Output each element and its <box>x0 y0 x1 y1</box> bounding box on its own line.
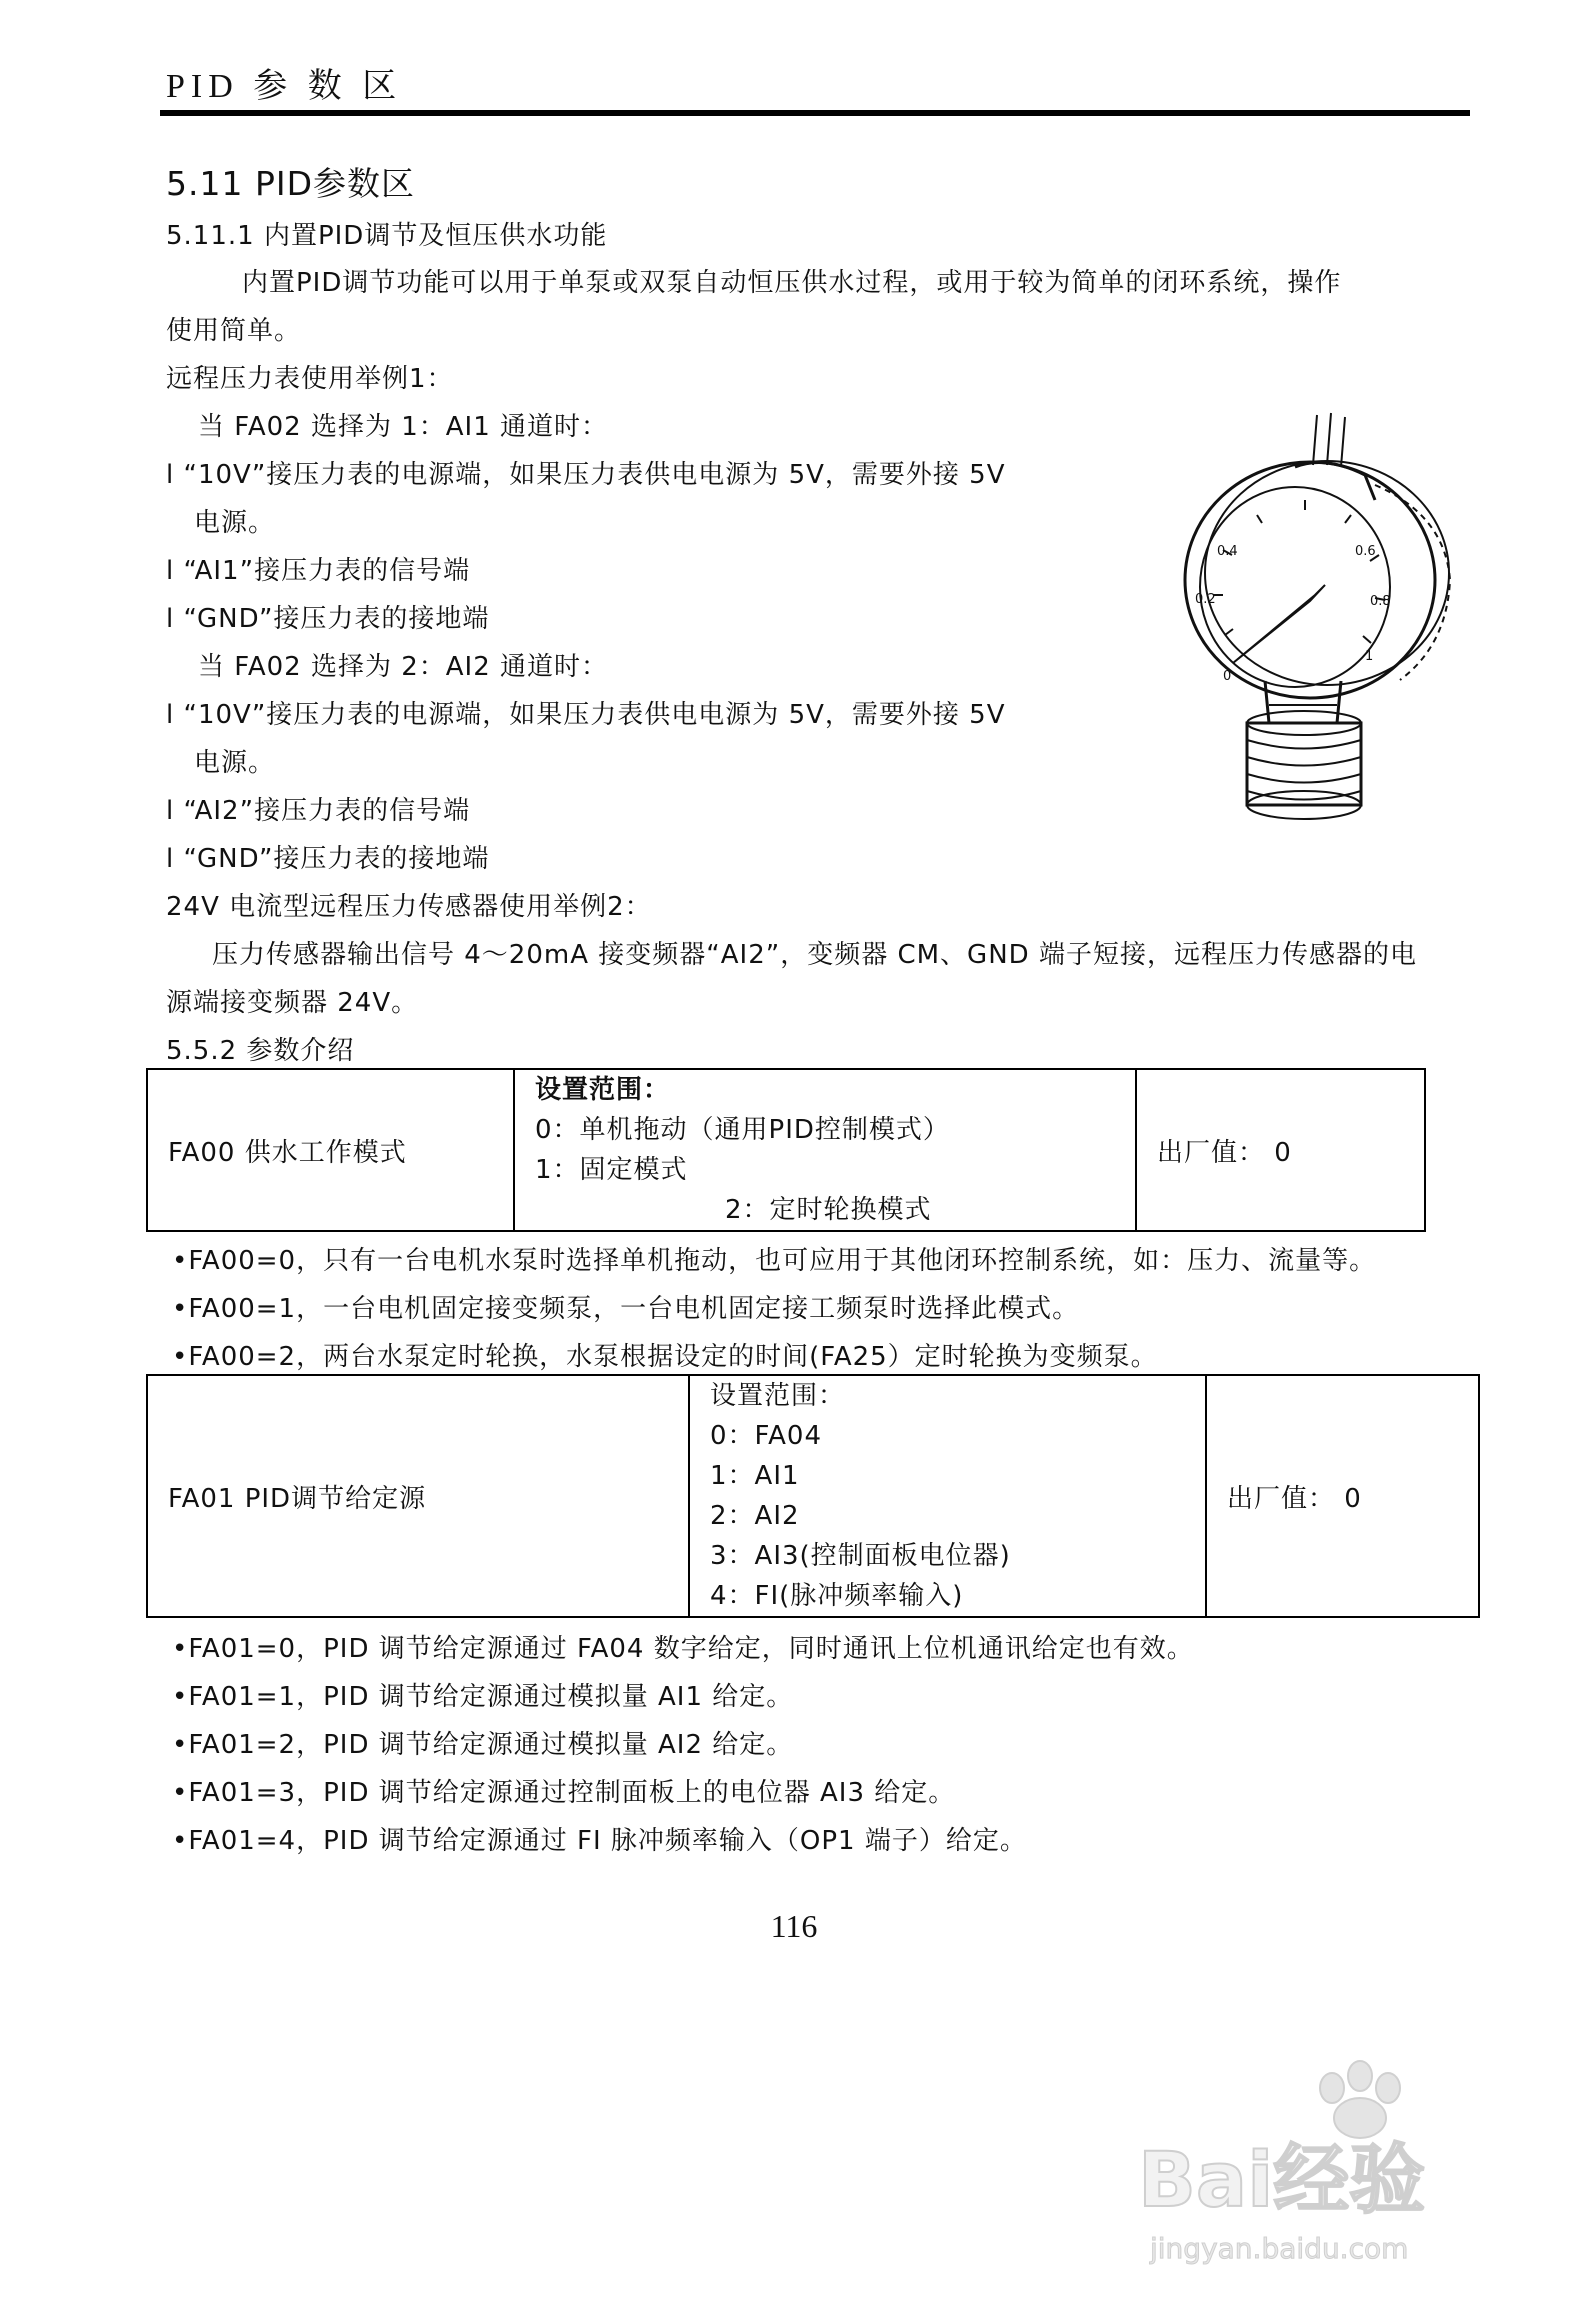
page-number: 116 <box>770 1908 818 1944</box>
list-item: l “10V”接压力表的电源端，如果压力表供电电源为 5V，需要外接 5V <box>166 460 1006 490</box>
fa01-option: 3：AI3(控制面板电位器) <box>710 1541 1011 1571</box>
pressure-gauge-illustration <box>1165 405 1465 845</box>
fa01-range-cell <box>689 1375 1206 1617</box>
gauge-label: 0 <box>1223 669 1232 684</box>
list-item: l “AI2”接压力表的信号端 <box>166 796 471 826</box>
example2-title: 24V 电流型远程压力传感器使用举例2： <box>166 892 652 922</box>
gauge-label: 1 <box>1365 649 1374 664</box>
fa01-note: •FA01=0，PID 调节给定源通过 FA04 数字给定，同时通讯上位机通讯给定也有效。 <box>172 1634 1194 1664</box>
fa00-option: 1：固定模式 <box>535 1155 688 1185</box>
fa01-option: 2：AI2 <box>710 1501 800 1531</box>
fa01-note: •FA01=4，PID 调节给定源通过 FI 脉冲频率输入（OP1 端子）给定。 <box>172 1826 1027 1856</box>
list-item: l “10V”接压力表的电源端，如果压力表供电电源为 5V，需要外接 5V <box>166 700 1006 730</box>
example1-case1: 当 FA02 选择为 1：AI1 通道时： <box>198 412 609 442</box>
example2-line-2: 源端接变频器 24V。 <box>166 988 419 1018</box>
list-item: l “GND”接压力表的接地端 <box>166 844 490 874</box>
fa00-note: •FA00=2，两台水泵定时轮换，水泵根据设定的时间(FA25）定时轮换为变频泵。 <box>172 1342 1158 1372</box>
watermark-url: jingyan.baidu.com <box>1150 2232 1409 2265</box>
example1-case2: 当 FA02 选择为 2：AI2 通道时： <box>198 652 609 682</box>
fa00-option: 2：定时轮换模式 <box>725 1195 932 1225</box>
gauge-label: 0.8 <box>1370 594 1391 609</box>
fa00-param-table <box>146 1068 1426 1232</box>
fa01-default: 出厂值： 0 <box>1206 1375 1479 1617</box>
fa00-range-cell <box>514 1069 1136 1231</box>
fa01-name: FA01 PID调节给定源 <box>147 1375 689 1617</box>
fa00-range-title: 设置范围： <box>535 1075 671 1105</box>
gauge-label: 0.2 <box>1195 592 1216 607</box>
example1-title: 远程压力表使用举例1： <box>166 364 454 394</box>
list-item: l “AI1”接压力表的信号端 <box>166 556 471 586</box>
section-title: 5.11 PID参数区 <box>166 164 416 203</box>
fa01-param-table <box>146 1374 1480 1618</box>
fa01-note: •FA01=3，PID 调节给定源通过控制面板上的电位器 AI3 给定。 <box>172 1778 956 1808</box>
baidu-jingyan-watermark <box>1120 2060 1540 2270</box>
fa01-note: •FA01=1，PID 调节给定源通过模拟量 AI1 给定。 <box>172 1682 794 1712</box>
list-item: 电源。 <box>194 508 276 538</box>
fa01-option: 1：AI1 <box>710 1461 800 1491</box>
fa00-option: 0：单机拖动（通用PID控制模式） <box>535 1115 950 1145</box>
list-item: l “GND”接压力表的接地端 <box>166 604 490 634</box>
fa00-name: FA00 供水工作模式 <box>147 1069 514 1231</box>
header-rule <box>160 110 1470 116</box>
paw-logo-icon <box>1320 2061 1400 2138</box>
subsection-title: 5.11.1 内置PID调节及恒压供水功能 <box>166 221 608 251</box>
intro-paragraph-line-1: 内置PID调节功能可以用于单泵或双泵自动恒压供水过程，或用于较为简单的闭环系统，操作 <box>242 268 1342 298</box>
fa01-note: •FA01=2，PID 调节给定源通过模拟量 AI2 给定。 <box>172 1730 794 1760</box>
list-item: 电源。 <box>194 748 276 778</box>
watermark-brand: Bai经验 <box>1138 2135 1426 2224</box>
fa00-note: •FA00=0，只有一台电机水泵时选择单机拖动，也可应用于其他闭环控制系统，如：压力、流量等。 <box>172 1246 1377 1276</box>
fa00-default: 出厂值： 0 <box>1136 1069 1425 1231</box>
example2-line-1: 压力传感器输出信号 4～20mA 接变频器“AI2”，变频器 CM、GND 端子短接，远程压力传感器的电 <box>212 940 1417 970</box>
params-title: 5.5.2 参数介绍 <box>166 1036 355 1066</box>
fa01-range-title: 设置范围： <box>710 1381 846 1411</box>
fa01-option: 0：FA04 <box>710 1421 822 1451</box>
fa00-note: •FA00=1，一台电机固定接变频泵，一台电机固定接工频泵时选择此模式。 <box>172 1294 1080 1324</box>
gauge-label: 0.4 <box>1217 544 1238 559</box>
fa01-option: 4：FI(脉冲频率输入) <box>710 1581 964 1611</box>
page-header: PID 参 数 区 <box>166 68 403 105</box>
gauge-label: 0.6 <box>1355 544 1376 559</box>
intro-paragraph-line-2: 使用简单。 <box>166 316 302 346</box>
